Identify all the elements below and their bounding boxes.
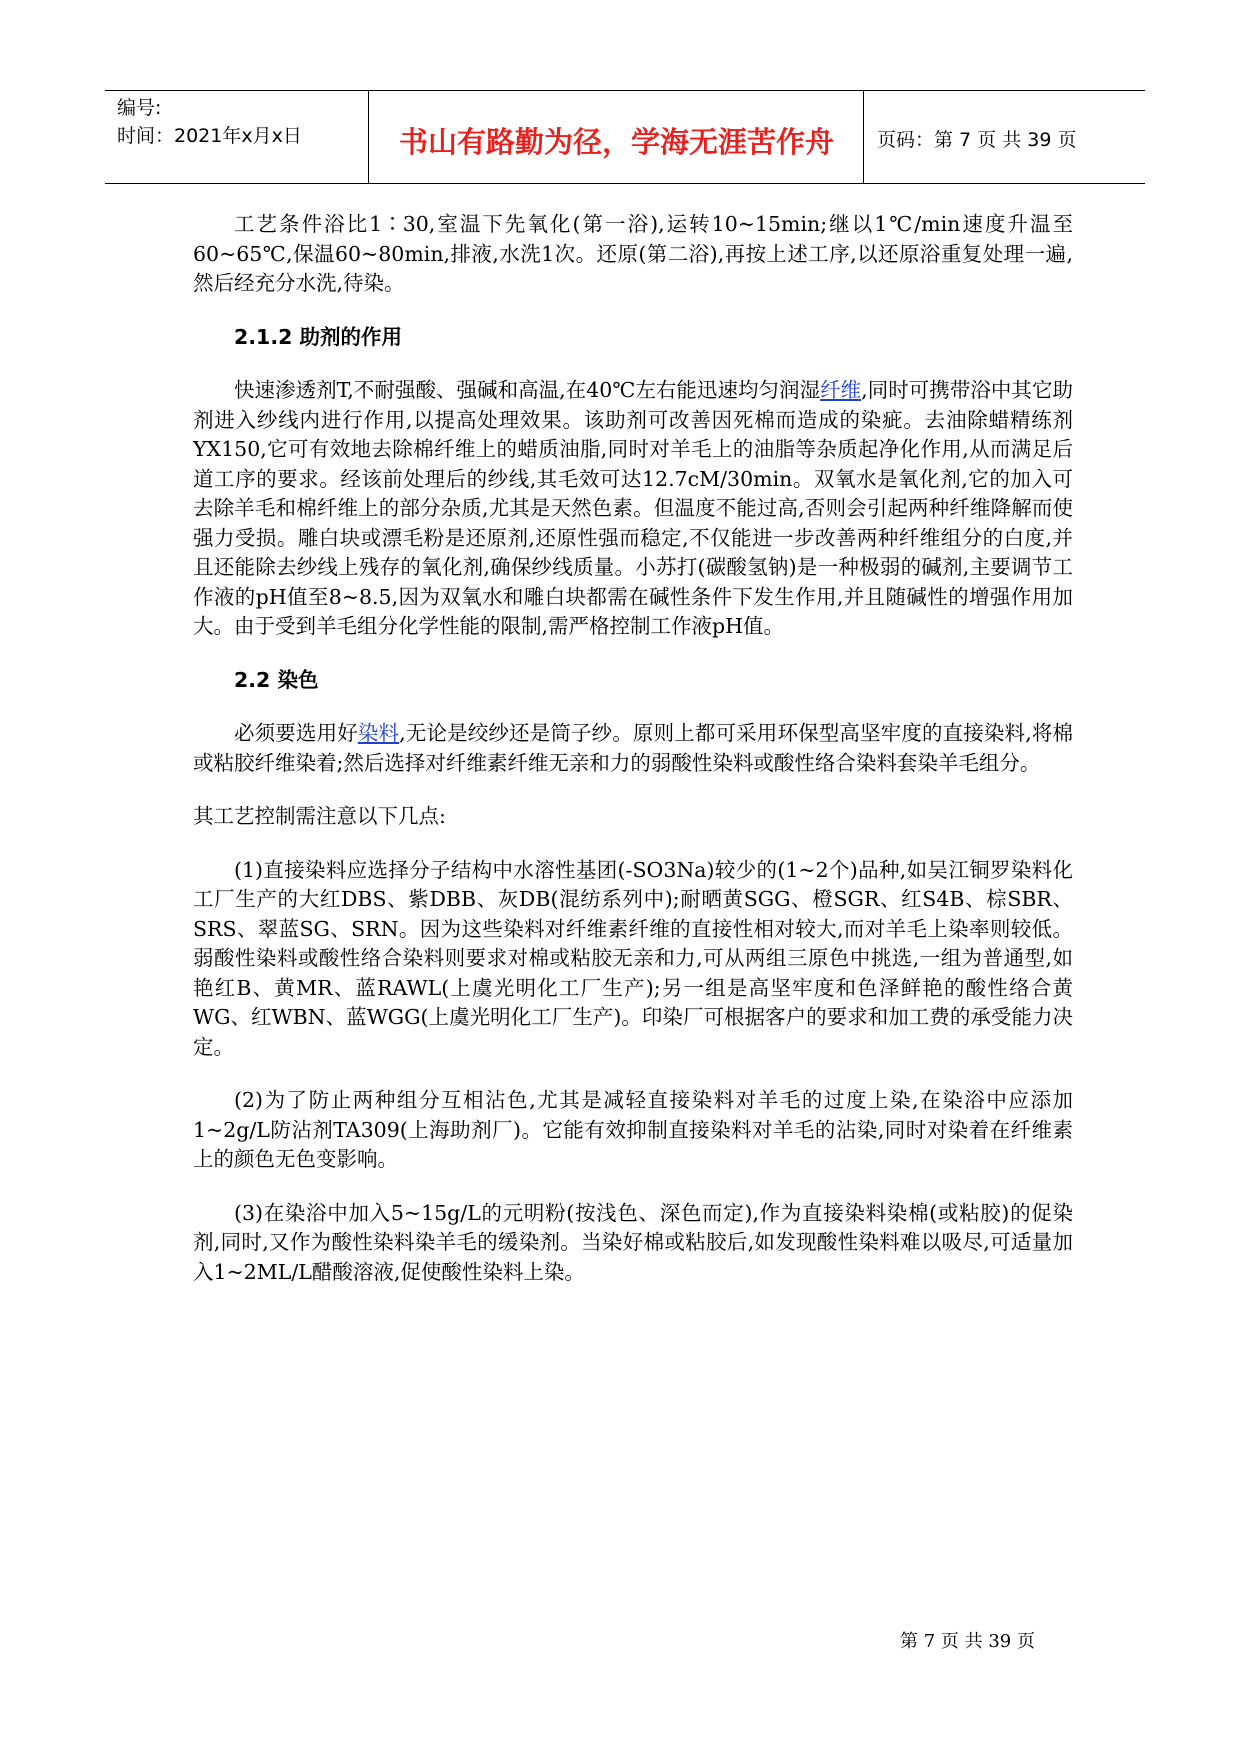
document-body xyxy=(193,210,1073,1311)
paragraph-text: 必须要选用好 xyxy=(234,721,358,745)
header-page-info: 页码：第 7 页 共 39 页 xyxy=(877,129,1077,151)
paragraph-process-conditions: 工艺条件浴比1∶30,室温下先氧化(第一浴),运转10~15min;继以1℃/min速度升温至60~65℃,保温60~80min,排液,水洗1次。还原(第二浴),再按上述工序,以还原浴重复处理一遍,然后经充分水洗,待染。 xyxy=(193,212,1073,295)
document-time-label: 时间：2021年x月x日 xyxy=(117,125,302,147)
header-motto-cell xyxy=(370,91,864,183)
paragraph-point-3: (3)在染浴中加入5~15g/L的元明粉(按浅色、深色而定),作为直接染料染棉(或粘胶)的促染剂,同时,又作为酸性染料染羊毛的缓染剂。当染好棉或粘胶后,如发现酸性染料难以吸尽,可适量加入1~2ML/L醋酸溶液,促使酸性染料上染。 xyxy=(193,1200,1073,1284)
paragraph-auxiliaries xyxy=(193,376,1073,642)
paragraph-dyeing-intro xyxy=(193,719,1073,778)
paragraph-control-points: 其工艺控制需注意以下几点: xyxy=(193,804,446,828)
header-motto: 书山有路勤为径，学海无涯苦作舟 xyxy=(398,125,834,159)
header-meta-cell xyxy=(105,91,369,183)
paragraph-text: ,无论是绞纱还是筒子纱。原则上都可采用环保型高坚牢度的直接染料,将棉或粘胶纤维染着;然后选择对纤维素纤维无亲和力的弱酸性染料或酸性络合染料套染羊毛组分。 xyxy=(193,721,1074,775)
paragraph-text: ,同时可携带浴中其它助剂进入纱线内进行作用,以提高处理效果。该助剂可改善因死棉而造成的染疵。去油除蜡精练剂YX150,它可有效地去除棉纤维上的蜡质油脂,同时对羊毛上的油脂等杂质起净化作用,从而满足后道工序的要求。经该前处理后的纱线,其毛效可达12.7cM/30min。双氧水是氧化剂,它的加入可去除羊毛和棉纤维上的部分杂质,尤其是天然色素。但温度不能过高,否则会引起两种纤维降解而使强力受损。雕白块或漂毛粉是还原剂,还原性强而稳定,不仅能进一步改善两种纤维组分的白度,并且还能除去纱线上残存的氧化剂,确保纱线质量。小苏打(碳酸氢钠)是一种极弱的碱剂,主要调节工作液的pH值至8~8.5,因为双氧水和雕白块都需在碱性条件下发生作用,并且随碱性的增强作用加大。由于受到羊毛组分化学性能的限制,需严格控制工作液pH值。 xyxy=(193,378,1073,638)
paragraph-point-2: (2)为了防止两种组分互相沾色,尤其是减轻直接染料对羊毛的过度上染,在染浴中应添加1~2g/L防沾剂TA309(上海助剂厂)。它能有效抑制直接染料对羊毛的沾染,同时对染着在纤维素上的颜色无色变影响。 xyxy=(193,1088,1073,1171)
document-number-label: 编号: xyxy=(117,97,162,119)
paragraph-text: 快速渗透剂T,不耐强酸、强碱和高温,在40℃左右能迅速均匀润湿 xyxy=(234,378,821,402)
header-page-cell xyxy=(865,91,1145,183)
page-footer: 第 7 页 共 39 页 xyxy=(900,1631,1035,1652)
paragraph-point-1: (1)直接染料应选择分子结构中水溶性基团(-SO3Na)较少的(1~2个)品种,如吴江铜罗染料化工厂生产的大红DBS、紫DBB、灰DB(混纺系列中);耐晒黄SGG、橙SGR、红S4B、棕SBR、SRS、翠蓝SG、SRN。因为这些染料对纤维素纤维的直接性相对较大,而对羊毛上染率则较低。弱酸性染料或酸性络合染料则要求对棉或粘胶无亲和力,可从两组三原色中挑选,一组为普通型,如艳红B、黄MR、蓝RAWL(上虞光明化工厂生产);另一组是高坚牢度和色泽鲜艳的酸性络合黄WG、红WBN、蓝WGG(上虞光明化工厂生产)。印染厂可根据客户的要求和加工费的承受能力决定。 xyxy=(193,857,1073,1059)
page-header xyxy=(105,90,1145,184)
fiber-link[interactable]: 纤维 xyxy=(820,378,862,402)
dye-link[interactable]: 染料 xyxy=(357,721,400,745)
section-heading-auxiliaries: 2.1.2 助剂的作用 xyxy=(234,324,403,349)
section-heading-dyeing: 2.2 染色 xyxy=(234,667,319,692)
